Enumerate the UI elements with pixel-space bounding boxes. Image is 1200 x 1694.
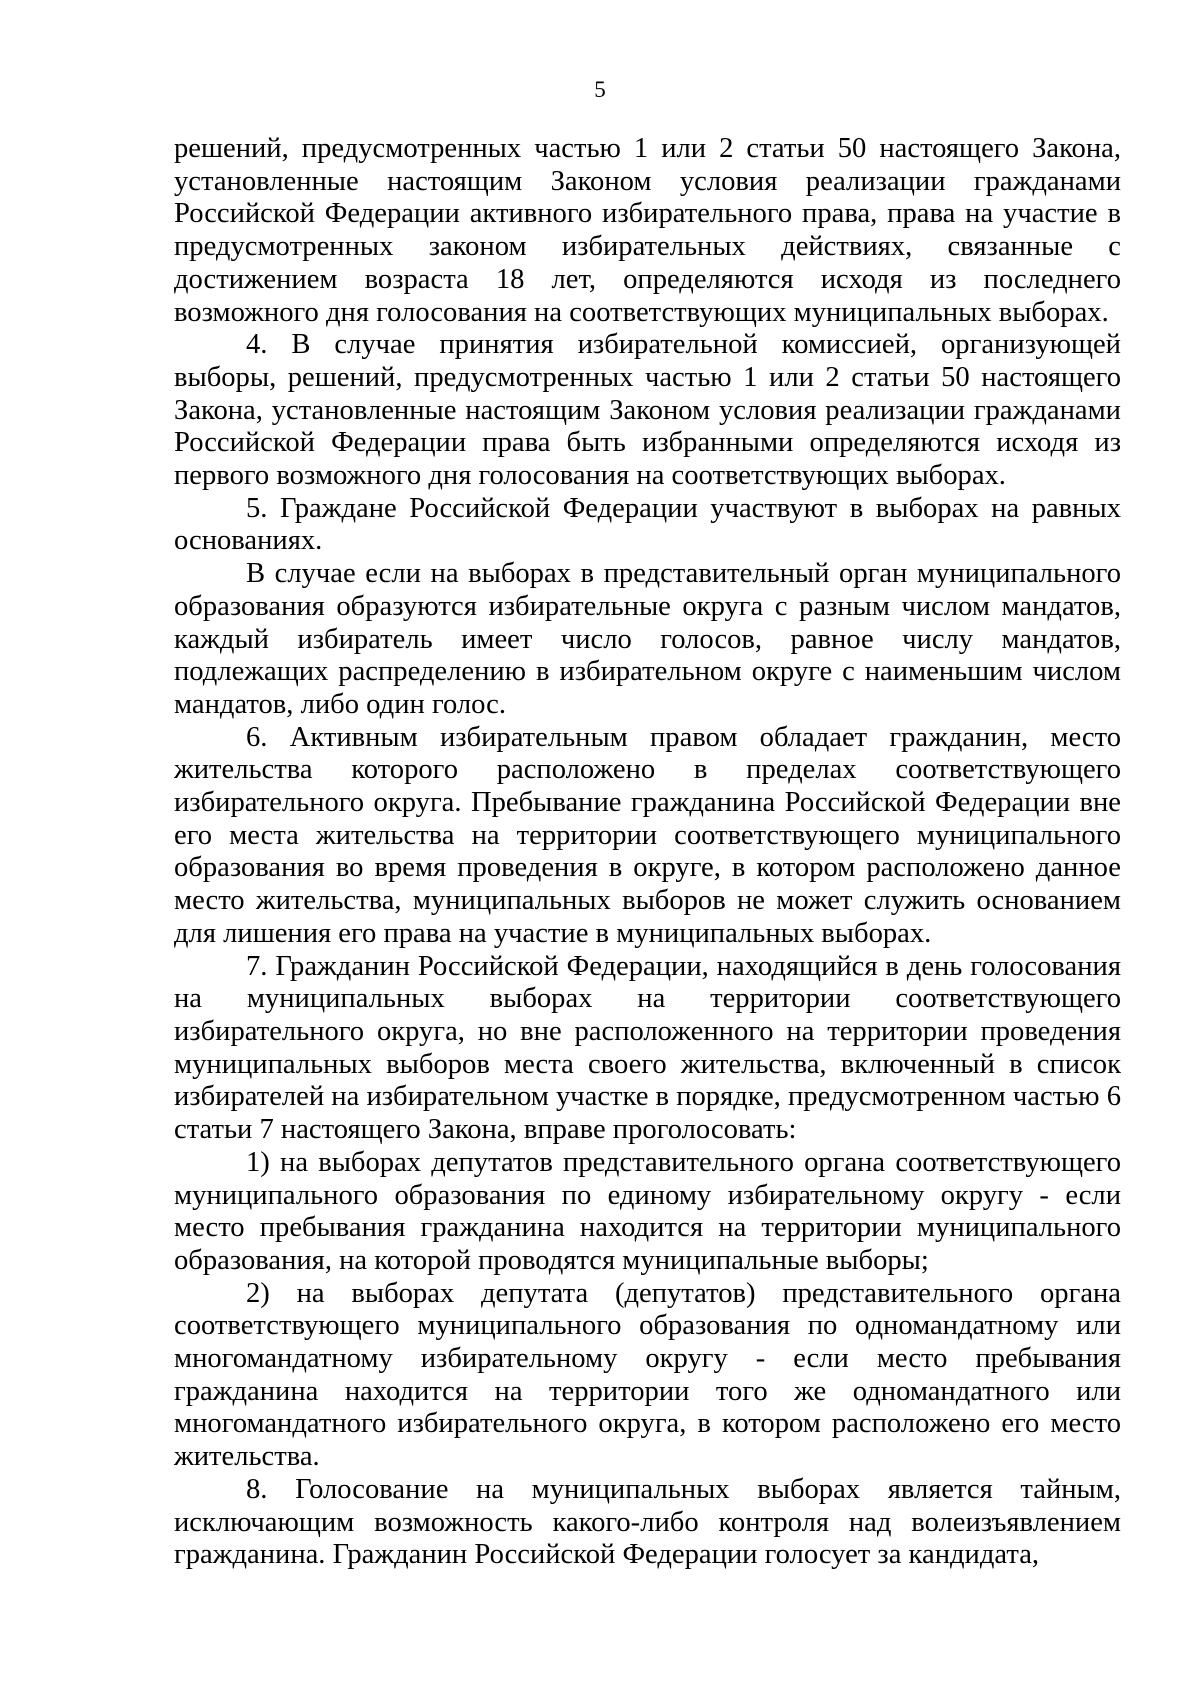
paragraph-7: 7. Гражданин Российской Федерации, находящийся в день голосования на муниципальных выборах на территории соответствующего избирательного округа, но вне расположенного на территории проведения муниципальных выборов места своего жительства, включенный в список избирателей на избирательном участке в порядке, предусмотренном частью 6 статьи 7 настоящего Закона, вправе проголосовать: xyxy=(174,950,1121,1146)
paragraph-8: 8. Голосование на муниципальных выборах является тайным, исключающим возможность какого-либо контроля над волеизъявлением гражданина. Гражданин Российской Федерации голосует за кандидата, xyxy=(174,1473,1121,1571)
paragraph-6: 6. Активным избирательным правом обладает гражданин, место жительства которого расположено в пределах соответствующего избирательного округа. Пребывание гражданина Российской Федерации вне его места жительства на территории соответствующего муниципального образования во время проведения в округе, в котором расположено данное место жительства, муниципальных выборов не может служить основанием для лишения его права на участие в муниципальных выборах. xyxy=(174,721,1121,949)
page-number: 5 xyxy=(594,77,606,102)
paragraph-7-item-2: 2) на выборах депутата (депутатов) представительного органа соответствующего муниципального образования по одномандатному или многомандатному избирательному округу - если место пребывания гражданина находится на территории того же одномандатного или многомандатного избирательного округа, в котором расположено его место жительства. xyxy=(174,1277,1121,1473)
paragraph-4: 4. В случае принятия избирательной комиссией, организующей выборы, решений, предусмотренных частью 1 или 2 статьи 50 настоящего Закона, установленные настоящим Законом условия реализации гражданами Российской Федерации права быть избранными определяются исходя из первого возможного дня голосования на соответствующих выборах. xyxy=(174,329,1121,492)
paragraph-continuation: решений, предусмотренных частью 1 или 2 статьи 50 настоящего Закона, установленные настоящим Законом условия реализации гражданами Российской Федерации активного избирательного права, права на участие в предусмотренных законом избирательных действиях, связанные с достижением возраста 18 лет, определяются исходя из последнего возможного дня голосования на соответствующих муниципальных выборах. xyxy=(174,133,1121,328)
paragraph-7-item-1: 1) на выборах депутатов представительного органа соответствующего муниципального образования по единому избирательному округу - если место пребывания гражданина находится на территории муниципального образования, на которой проводятся муниципальные выборы; xyxy=(174,1146,1121,1276)
document-body xyxy=(174,133,1121,1572)
paragraph-5-multi-mandate: В случае если на выборах в представительный орган муниципального образования образуются избирательные округа с разным числом мандатов, каждый избиратель имеет число голосов, равное числу мандатов, подлежащих распределению в избирательном округе с наименьшим числом мандатов, либо один голос. xyxy=(174,558,1121,720)
paragraph-5: 5. Граждане Российской Федерации участвуют в выборах на равных основаниях. xyxy=(174,492,1121,557)
